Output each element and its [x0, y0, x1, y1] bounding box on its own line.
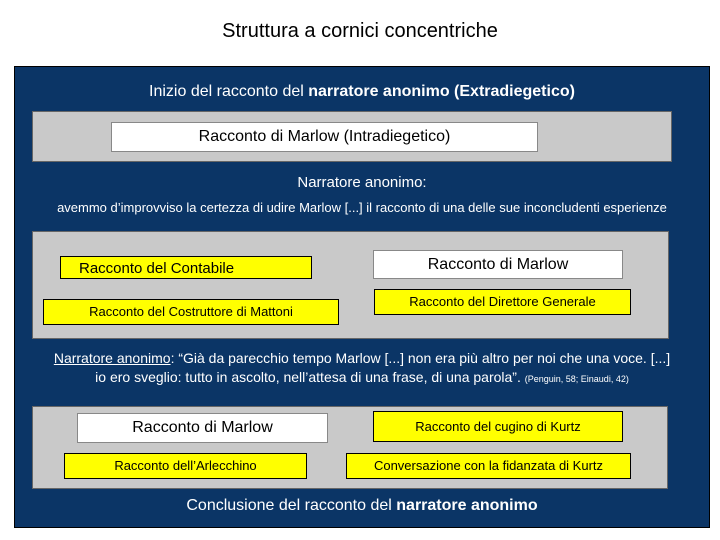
arlecchino-label: Racconto dell’Arlecchino: [114, 458, 257, 473]
panel-racconti-finali: [32, 406, 668, 489]
frame-header-bold: narratore anonimo (Extradiegetico): [308, 83, 575, 100]
frame-footer-prefix: Conclusione del racconto del: [186, 497, 397, 514]
box-label: Racconto di Marlow (Intradiegetico): [198, 128, 451, 145]
frame-footer-bold: narratore anonimo: [396, 497, 538, 514]
page-title: Struttura a cornici concentriche: [222, 20, 498, 42]
frame-header-prefix: Inizio del racconto del: [149, 83, 309, 100]
box-racconto-marlow-intradiegetico: [111, 122, 538, 152]
narratore-quote-2-line2: io ero sveglio: tutto in ascolto, nell’attesa di una frase, di una parola”.: [95, 369, 521, 385]
box-racconto-contabile: [60, 256, 312, 279]
narratore-label-2: Narratore anonimo: [53, 350, 171, 366]
box-racconto-arlecchino: [64, 453, 307, 479]
outer-frame: [14, 66, 710, 528]
frame-header: [15, 83, 709, 101]
direttore-label: Racconto del Direttore Generale: [409, 294, 596, 309]
cugino-label: Racconto del cugino di Kurtz: [415, 419, 581, 434]
box-racconto-cugino: [373, 411, 623, 442]
narratore-quote-1: avemmo d’improvviso la certezza di udire Marlow [...] il racconto di una delle sue inconcludenti esperienze: [57, 200, 667, 215]
costruttore-label: Racconto del Costruttore di Mattoni: [89, 304, 293, 319]
panel-marlow-intradiegetic: [32, 111, 672, 162]
marlow-label-2: Racconto di Marlow: [427, 256, 569, 273]
frame-footer: [15, 497, 709, 515]
narratore-quote-2: [15, 349, 709, 389]
marlow-label-3: Racconto di Marlow: [132, 419, 273, 436]
panel-racconti-marlow: [32, 231, 669, 339]
box-racconto-costruttore: [43, 299, 339, 325]
contabile-label: Racconto del Contabile: [79, 260, 235, 277]
narratore-quote-2-line1: : “Già da parecchio tempo Marlow [...] non era più altro per noi che una voce. [...]: [170, 350, 671, 366]
fidanzata-label: Conversazione con la fidanzata di Kurtz: [373, 458, 604, 473]
narratore-citation: (Penguin, 58; Einaudi, 42): [524, 374, 629, 384]
box-racconto-marlow-2: [373, 250, 623, 279]
box-conversazione-fidanzata: [346, 453, 631, 479]
narratore-label-1: Narratore anonimo:: [297, 174, 427, 191]
box-racconto-direttore: [374, 289, 631, 315]
box-racconto-marlow-3: [77, 413, 328, 443]
